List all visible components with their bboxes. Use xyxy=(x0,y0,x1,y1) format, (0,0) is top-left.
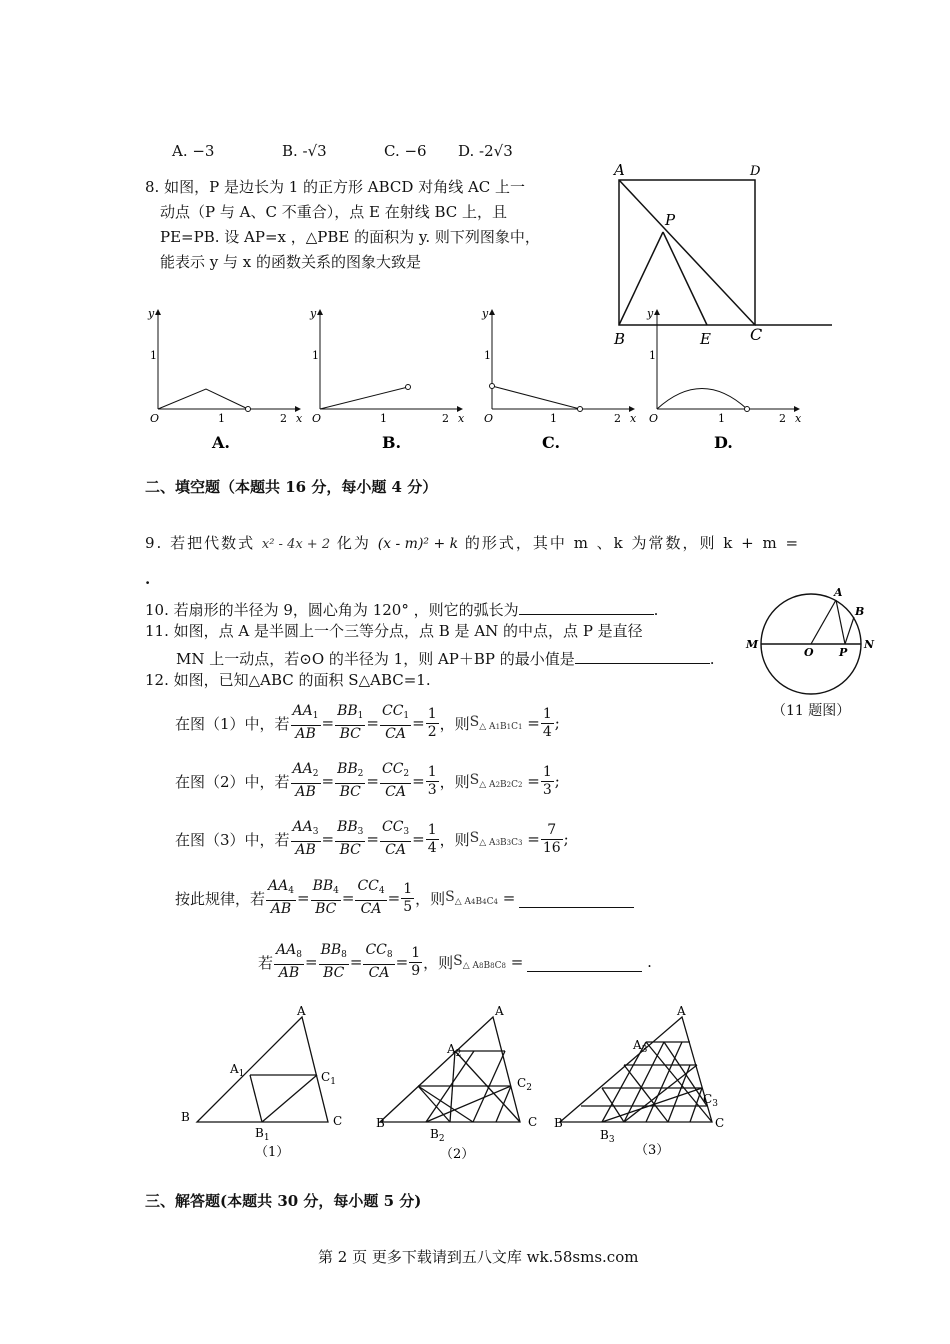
label-C: C xyxy=(750,325,763,344)
svg-text:M: M xyxy=(746,638,759,651)
svg-text:C: C xyxy=(715,1116,725,1130)
svg-text:1: 1 xyxy=(312,349,319,362)
svg-text:B: B xyxy=(554,1116,563,1130)
svg-text:1: 1 xyxy=(649,349,656,362)
q12-row-4: 按此规律，若 $\frac{AA_4}{AB}$ = $\frac{BB_4}{BC}$ = $\frac{CC_4}{CA}$ = $\frac{1}{5}$ ，则 $S_{\triangle A4B4C4}$ = xyxy=(175,878,634,918)
q7-option-d: D. -2√3 xyxy=(458,142,513,160)
svg-text:y: y xyxy=(647,307,654,320)
svg-text:B3: $B_3$ xyxy=(600,1128,615,1145)
svg-text:2: 2 xyxy=(779,412,786,425)
q9: 9. 若把代数式 x² - 4x + 2 化为 (x - m)² + k 的形式，其中 m 、k 为常数，则 k + m = xyxy=(145,534,801,552)
graph-label-d: D. xyxy=(714,433,733,452)
label-A: A xyxy=(614,161,625,179)
svg-text:2: 2 xyxy=(280,412,287,425)
svg-text:O: O xyxy=(150,412,160,425)
graph-b xyxy=(320,310,462,409)
graph-d xyxy=(657,310,799,412)
q12-row-1: 在图（1）中，若 $\frac{AA_1}{AB}$ = $\frac{BB_1}{BC}$ = $\frac{CC_1}{CA}$ = $\frac{1}{2}$ ，则 $S_{\triangle A1B1C1}$ = $\frac{1}{4}$ ; xyxy=(175,703,560,742)
q12-triangle-figures xyxy=(175,1005,735,1165)
svg-text:1: 1 xyxy=(380,412,387,425)
svg-text:1: 1 xyxy=(218,412,225,425)
svg-text:1: 1 xyxy=(484,349,491,362)
svg-text:O: O xyxy=(312,412,322,425)
svg-text:A: A xyxy=(495,1005,504,1018)
q11-line1: 11. 如图，点 A 是半圆上一个三等分点，点 B 是 AN 的中点，点 P 是直径 xyxy=(145,622,643,640)
q7-option-b: B. -√3 xyxy=(282,142,327,160)
svg-text:B2: $B_2$ xyxy=(430,1127,445,1144)
svg-text:A3: $A_3$ xyxy=(633,1038,648,1055)
q12-row-5: 若 $\frac{AA_8}{AB}$ = $\frac{BB_8}{BC}$ = $\frac{CC_8}{CA}$ = $\frac{1}{9}$ ，则 $S_{\triangle A8B8C8}$ = . xyxy=(258,942,652,981)
svg-text:O: O xyxy=(649,412,659,425)
q12-line1: 12. 如图，已知△ABC 的面积 S△ABC=1. xyxy=(145,671,431,689)
label-D: D xyxy=(750,164,761,179)
label-P: P xyxy=(665,211,676,229)
svg-text:（2）: （2） xyxy=(440,1147,475,1162)
graph-c xyxy=(490,310,635,412)
q7-option-a: A. −3 xyxy=(172,142,215,160)
graph-a xyxy=(158,310,300,412)
svg-text:C: C xyxy=(528,1115,538,1129)
svg-text:B: B xyxy=(376,1116,385,1130)
q7-option-c: C. −6 xyxy=(384,142,427,160)
svg-text:x: x xyxy=(630,412,637,425)
q10: 10. 若扇形的半径为 9，圆心角为 120° ，则它的弧长为 . xyxy=(145,596,658,621)
svg-text:A1: $A_1$ xyxy=(230,1062,245,1079)
q8-graphs xyxy=(140,300,820,460)
svg-text:1: 1 xyxy=(550,412,557,425)
label-B: B xyxy=(614,330,626,348)
svg-text:P: P xyxy=(839,646,848,659)
svg-text:（3）: （3） xyxy=(635,1143,670,1158)
svg-text:A2: $A_2$ xyxy=(447,1042,462,1059)
svg-text:O: O xyxy=(484,412,494,425)
svg-text:A: A xyxy=(834,586,843,599)
label-E: E xyxy=(700,330,711,348)
svg-text:B: B xyxy=(181,1110,190,1124)
q12-row-3: 在图（3）中，若 $\frac{AA_3}{AB}$ = $\frac{BB_3}{BC}$ = $\frac{CC_3}{CA}$ = $\frac{1}{4}$ ，则 $S_{\triangle A3B3C3}$ = $\frac{7}{16}$ ; xyxy=(175,819,569,858)
svg-text:A: A xyxy=(297,1005,306,1018)
svg-text:（1）: （1） xyxy=(255,1145,290,1160)
svg-text:O: O xyxy=(804,646,814,659)
q8-line3: PE=PB. 设 AP=x ，△PBE 的面积为 y. 则下列图象中， xyxy=(160,228,540,246)
svg-text:y: y xyxy=(310,307,317,320)
svg-text:x: x xyxy=(296,412,303,425)
section3-heading: 三、解答题(本题共 30 分，每小题 5 分) xyxy=(145,1192,422,1210)
svg-text:y: y xyxy=(148,307,155,320)
q8-line4: 能表示 y 与 x 的函数关系的图象大致是 xyxy=(160,253,422,271)
svg-text:C3: $C_3$ xyxy=(703,1092,718,1109)
svg-text:N: N xyxy=(864,638,875,651)
graph-label-b: B. xyxy=(382,433,402,452)
svg-text:2: 2 xyxy=(442,412,449,425)
q11-caption: （11 题图） xyxy=(772,703,851,719)
q12-row-2: 在图（2）中，若 $\frac{AA_2}{AB}$ = $\frac{BB_2}{BC}$ = $\frac{CC_2}{CA}$ = $\frac{1}{3}$ ，则 $S_{\triangle A2B2C2}$ = $\frac{1}{3}$ ; xyxy=(175,761,560,800)
page-footer: 第 2 页 更多下载请到五八文库 wk.58sms.com xyxy=(318,1248,639,1266)
svg-text:y: y xyxy=(482,307,489,320)
section2-heading: 二、填空题（本题共 16 分，每小题 4 分） xyxy=(145,478,438,496)
q8-line1: 8. 如图，P 是边长为 1 的正方形 ABCD 对角线 AC 上一 xyxy=(145,178,526,196)
svg-text:A: A xyxy=(677,1005,686,1018)
q8-line2: 动点（P 与 A、C 不重合），点 E 在射线 BC 上，且 xyxy=(160,203,508,221)
svg-text:2: 2 xyxy=(614,412,621,425)
graph-label-a: A. xyxy=(212,433,230,452)
svg-text:C2: $C_2$ xyxy=(517,1076,532,1093)
svg-text:x: x xyxy=(458,412,465,425)
svg-text:C: C xyxy=(333,1114,343,1128)
svg-text:x: x xyxy=(795,412,802,425)
svg-text:B1: $B_1$ xyxy=(255,1126,270,1143)
svg-text:B: B xyxy=(855,605,865,618)
svg-text:1: 1 xyxy=(718,412,725,425)
svg-text:1: 1 xyxy=(150,349,157,362)
graph-label-c: C. xyxy=(542,433,561,452)
svg-text:C1: $C_1$ xyxy=(321,1070,336,1087)
q11-line2: MN 上一动点，若⊙O 的半径为 1，则 AP＋BP 的最小值是 . xyxy=(176,645,715,670)
